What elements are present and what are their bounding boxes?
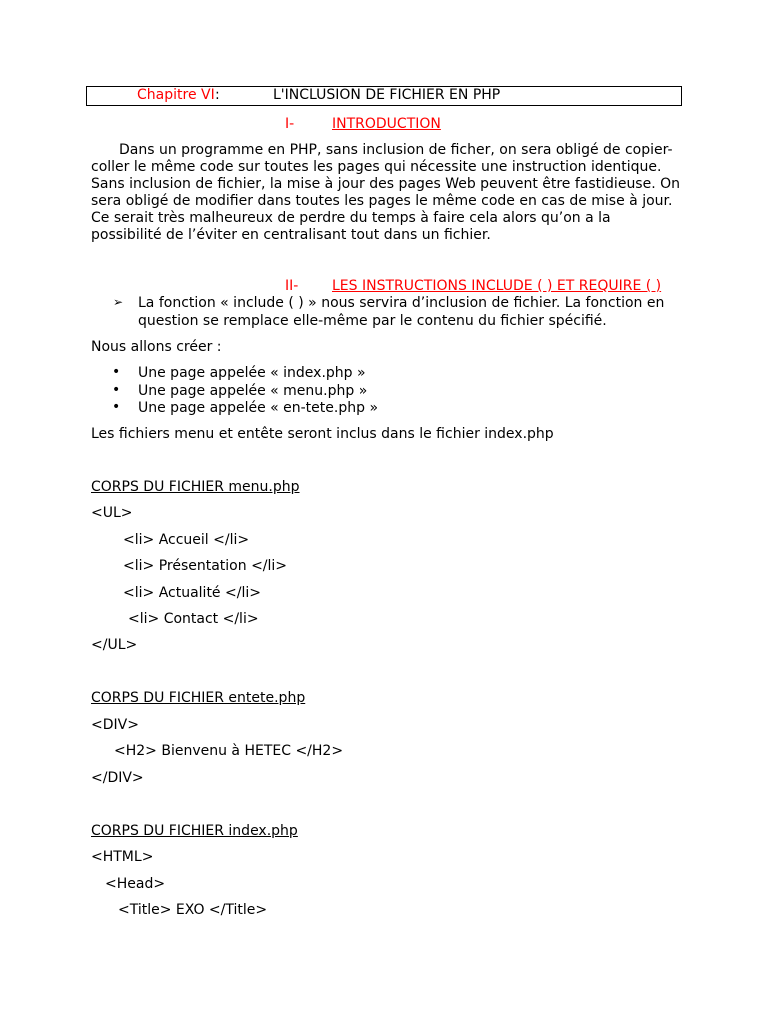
section2-title: LES INSTRUCTIONS INCLUDE ( ) ET REQUIRE ( ) [332, 278, 662, 294]
intro-paragraph [91, 142, 681, 244]
code-line: <HTML> [91, 849, 154, 865]
code-line: <UL> [91, 505, 133, 521]
code-line: <Title> EXO </Title> [118, 902, 268, 918]
included-note: Les fichiers menu et entête seront inclus dans le fichier index.php [91, 426, 554, 442]
list-item: Une page appelée « en-tete.php » [138, 400, 379, 416]
create-intro: Nous allons créer : [91, 339, 222, 355]
dot-bullet-icon: • [112, 399, 121, 415]
entete-file-heading: CORPS DU FICHIER entete.php [91, 690, 306, 706]
code-line: <li> Accueil </li> [123, 532, 250, 548]
code-line: </UL> [91, 637, 138, 653]
menu-file-heading: CORPS DU FICHIER menu.php [91, 479, 300, 495]
list-item: Une page appelée « menu.php » [138, 383, 368, 399]
dot-bullet-icon: • [112, 364, 121, 380]
index-file-heading: CORPS DU FICHIER index.php [91, 823, 298, 839]
code-line: <H2> Bienvenu à HETEC </H2> [114, 743, 344, 759]
intro-paragraph-text: Dans un programme en PHP, sans inclusion de ficher, on sera obligé de copier-coller le même code sur toutes les pages qui nécessite une instruction identique. Sans inclusion de fichier, la mise à jour des pages Web peuvent être fastidieuse. On sera obligé de modifier dans toutes les pages le même code en cas de mise à jour. Ce serait très malheureux de perdre du temps à faire cela alors qu’on a la possibilité de l’éviter en centralisant tout dans un fichier. [91, 142, 681, 243]
code-line: <li> Actualité </li> [123, 585, 261, 601]
code-line: <DIV> [91, 717, 139, 733]
list-item: Une page appelée « index.php » [138, 365, 366, 381]
arrow-bullet-icon: ➢ [113, 295, 124, 309]
chapter-label: Chapitre VI [137, 87, 215, 103]
include-description-line2: question se remplace elle-même par le contenu du fichier spécifié. [138, 313, 607, 329]
code-line: <li> Présentation </li> [123, 558, 288, 574]
include-description-line1: La fonction « include ( ) » nous servira d’inclusion de fichier. La fonction en [138, 295, 665, 311]
section1-title: INTRODUCTION [332, 116, 441, 132]
chapter-title: L'INCLUSION DE FICHIER EN PHP [273, 87, 501, 103]
section1-number: I- [285, 116, 295, 132]
code-line: </DIV> [91, 770, 144, 786]
code-line: <li> Contact </li> [128, 611, 259, 627]
code-line: <Head> [105, 876, 166, 892]
chapter-colon: : [215, 87, 220, 103]
dot-bullet-icon: • [112, 382, 121, 398]
section2-number: II- [285, 278, 299, 294]
